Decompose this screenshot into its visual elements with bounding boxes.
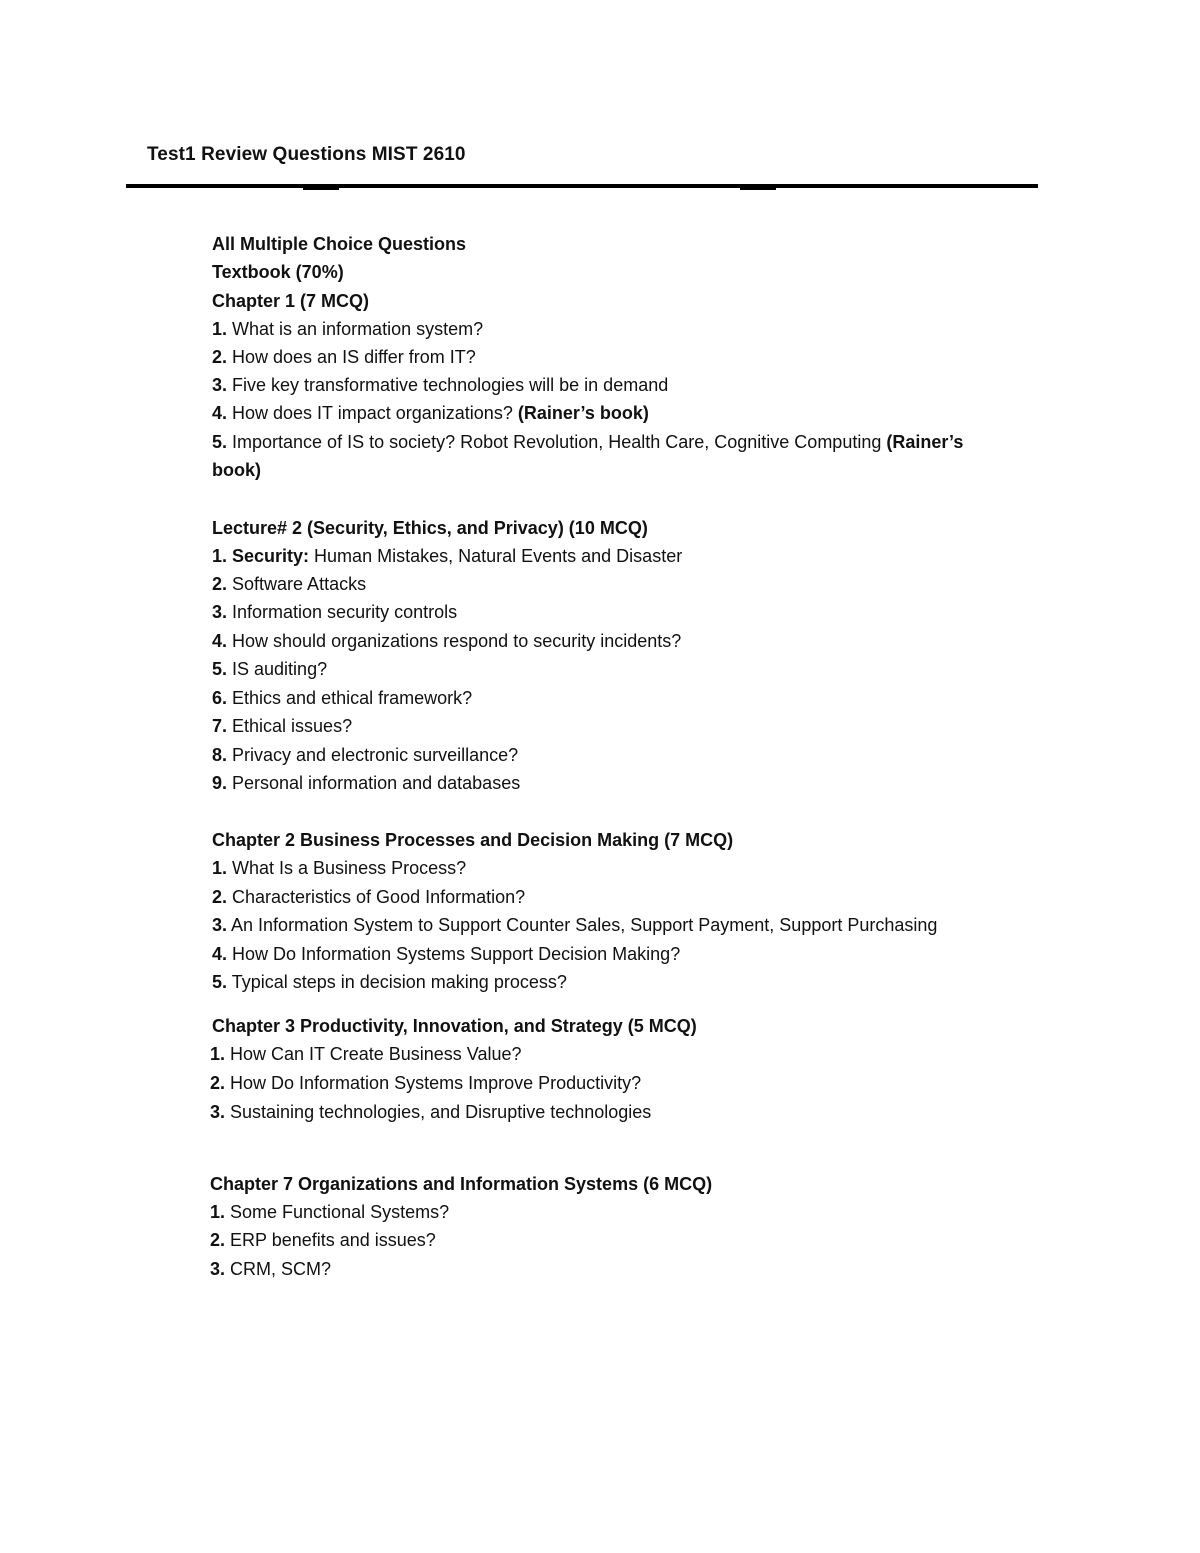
list-item xyxy=(212,627,681,655)
item-number: 1. xyxy=(210,1044,226,1064)
item-number: 1. xyxy=(212,546,228,566)
item-text: Importance of IS to society? Robot Revolution, Health Care, Cognitive Computing xyxy=(227,432,887,452)
list-item xyxy=(212,399,649,427)
list-item xyxy=(212,883,525,911)
item-text: Information security controls xyxy=(227,602,458,622)
list-item xyxy=(210,1255,331,1283)
item-text: IS auditing? xyxy=(227,659,328,679)
item-text: How does IT impact organizations? xyxy=(227,403,518,423)
list-item xyxy=(210,1226,436,1254)
header-rule xyxy=(126,184,1038,188)
list-item xyxy=(212,968,567,996)
item-number: 2. xyxy=(210,1073,226,1093)
item-text: How Do Information Systems Support Decision Making? xyxy=(227,944,681,964)
header-rule-tab-right xyxy=(740,188,776,190)
item-text: What is an information system? xyxy=(227,319,484,339)
list-item xyxy=(212,741,518,769)
item-source: (Rainer’s book) xyxy=(517,403,649,423)
item-number: 4. xyxy=(212,944,228,964)
item-source: (Rainer’s xyxy=(886,432,964,452)
item-text: Characteristics of Good Information? xyxy=(227,887,526,907)
item-text: Personal information and databases xyxy=(227,773,521,793)
item-text: How should organizations respond to security incidents? xyxy=(227,631,682,651)
item-number: 1. xyxy=(212,858,228,878)
list-item xyxy=(212,940,680,968)
item-number: 9. xyxy=(212,773,228,793)
textbook-weight: Textbook (70%) xyxy=(212,262,344,282)
chapter3-heading: Chapter 3 Productivity, Innovation, and Strategy (5 MCQ) xyxy=(212,1016,697,1036)
item-number: 1. xyxy=(210,1202,226,1222)
item-number: 2. xyxy=(212,347,228,367)
item-number: 3. xyxy=(212,915,228,935)
list-item xyxy=(212,371,668,399)
item-text: Typical steps in decision making process? xyxy=(227,972,567,992)
list-item xyxy=(210,1198,449,1226)
item-number: 6. xyxy=(212,688,228,708)
item-number: 5. xyxy=(212,659,228,679)
list-item xyxy=(212,428,963,456)
item-continuation: book) xyxy=(212,460,261,480)
item-number: 2. xyxy=(210,1230,226,1250)
list-item xyxy=(212,854,466,882)
item-number: 1. xyxy=(212,319,228,339)
lecture2-heading: Lecture# 2 (Security, Ethics, and Privacy) (10 MCQ) xyxy=(212,518,648,538)
item-number: 2. xyxy=(212,887,228,907)
item-text: Five key transformative technologies will be in demand xyxy=(227,375,669,395)
item-text: What Is a Business Process? xyxy=(227,858,467,878)
item-number: 4. xyxy=(212,403,228,423)
list-item xyxy=(212,315,483,343)
item-number: 4. xyxy=(212,631,228,651)
item-text: Some Functional Systems? xyxy=(225,1202,450,1222)
item-text: How does an IS differ from IT? xyxy=(227,347,476,367)
list-item xyxy=(212,712,352,740)
item-number: 3. xyxy=(210,1259,226,1279)
list-item xyxy=(212,655,327,683)
list-item xyxy=(210,1040,522,1068)
item-text: How Can IT Create Business Value? xyxy=(225,1044,522,1064)
chapter2-heading: Chapter 2 Business Processes and Decision Making (7 MCQ) xyxy=(212,830,734,850)
item-number: 2. xyxy=(212,574,228,594)
header-rule-tab-left xyxy=(303,188,339,190)
item-text: An Information System to Support Counter Sales, Support Payment, Support Purchasing xyxy=(227,915,938,935)
item-text: Privacy and electronic surveillance? xyxy=(227,745,519,765)
item-number: 7. xyxy=(212,716,228,736)
item-number: 3. xyxy=(212,375,228,395)
item-text: ERP benefits and issues? xyxy=(225,1230,436,1250)
item-number: 8. xyxy=(212,745,228,765)
item-text: Ethics and ethical framework? xyxy=(227,688,473,708)
list-item xyxy=(212,343,476,371)
item-text: Software Attacks xyxy=(227,574,367,594)
item-text: Ethical issues? xyxy=(227,716,353,736)
item-number: 3. xyxy=(210,1102,226,1122)
item-number: 5. xyxy=(212,972,228,992)
chapter1-heading: Chapter 1 (7 MCQ) xyxy=(212,291,370,311)
intro-heading: All Multiple Choice Questions xyxy=(212,234,467,254)
item-number: 5. xyxy=(212,432,228,452)
page-title: Test1 Review Questions MIST 2610 xyxy=(147,144,466,165)
chapter7-heading: Chapter 7 Organizations and Information Systems (6 MCQ) xyxy=(210,1174,713,1194)
item-text: How Do Information Systems Improve Productivity? xyxy=(225,1073,642,1093)
item-number: 3. xyxy=(212,602,228,622)
item-text: Human Mistakes, Natural Events and Disaster xyxy=(309,546,683,566)
list-item xyxy=(212,769,520,797)
list-item xyxy=(212,911,937,939)
list-item xyxy=(212,684,472,712)
list-item xyxy=(210,1069,641,1097)
list-item xyxy=(212,598,457,626)
list-item xyxy=(210,1098,651,1126)
item-lead: Security: xyxy=(227,546,310,566)
list-item xyxy=(212,570,366,598)
item-text: CRM, SCM? xyxy=(225,1259,332,1279)
item-text: Sustaining technologies, and Disruptive technologies xyxy=(225,1102,652,1122)
list-item xyxy=(212,542,682,570)
